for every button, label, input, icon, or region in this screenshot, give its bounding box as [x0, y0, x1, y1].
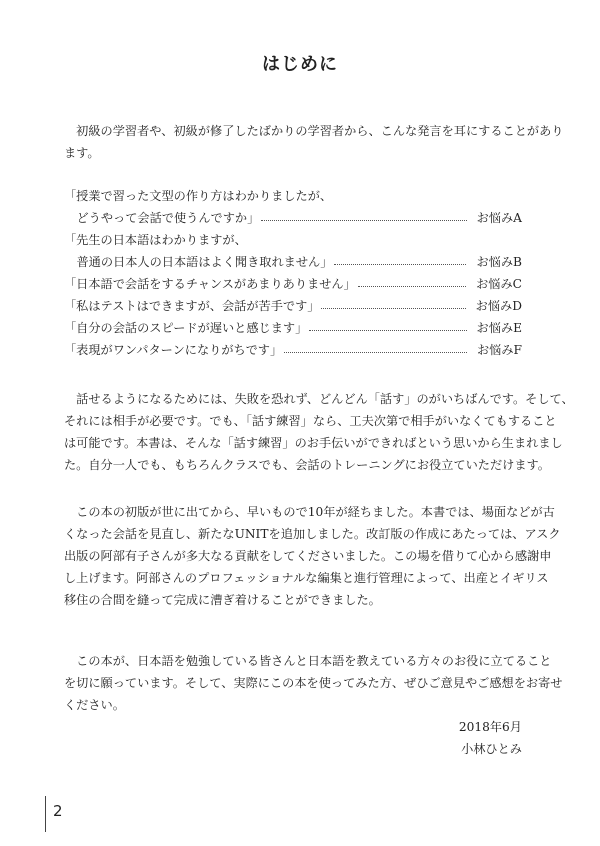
- intro-paragraph: [64, 120, 564, 164]
- text-line: 移住の合間を縫って完成に漕ぎ着けることができました。: [64, 593, 381, 607]
- worry-text: 「表現がワンパターンになりがちです」: [64, 343, 283, 357]
- text-line: ください。: [64, 698, 125, 712]
- dot-leader: [261, 207, 466, 221]
- worry-label: お悩みC: [476, 277, 522, 291]
- dot-leader: [284, 339, 467, 353]
- worry-label: お悩みD: [475, 299, 522, 313]
- worry-item-c: [64, 273, 522, 295]
- paragraph-2: [64, 388, 574, 476]
- dot-leader: [309, 317, 466, 331]
- worry-line: 「先生の日本語はわかりますが、: [64, 233, 247, 247]
- dot-leader: [358, 273, 466, 287]
- worry-text: 「私はテストはできますが、会話が苦手です」: [64, 299, 320, 313]
- worry-label: お悩みB: [476, 255, 522, 269]
- worry-item-d: [64, 295, 522, 317]
- worry-label: お悩みE: [476, 321, 522, 335]
- worry-item-e: [64, 317, 522, 339]
- text-line: 初級の学習者や、初級が修了したばかりの学習者から、こんな発言を耳にすることがあり: [64, 124, 564, 138]
- page-number: 2: [53, 802, 63, 820]
- worry-text: 普通の日本人の日本語はよく聞き取れません」: [76, 255, 333, 269]
- text-line: それには相手が必要です。でも、「話す練習」なら、工夫次第で相手がいなくてもすること: [64, 414, 557, 428]
- worries-list: [64, 185, 522, 361]
- text-line: 出版の阿部有子さんが多大なる貢献をしてくださいました。この場を借りて心から感謝申: [64, 549, 552, 563]
- worry-text: 「自分の会話のスピードが遅いと感じます」: [64, 321, 308, 335]
- paragraph-3: [64, 501, 561, 611]
- dot-leader: [321, 295, 465, 309]
- text-line: た。自分一人でも、もちろんクラスでも、会話のトレーニングにお役立ていただけます。: [64, 458, 550, 472]
- text-line: 話せるようになるためには、失敗を恐れず、どんどん「話す」のがいちばんです。そして、: [64, 392, 574, 406]
- worry-label: お悩みA: [476, 211, 522, 225]
- date: 2018年6月: [458, 720, 522, 734]
- text-line: くなった会話を見直し、新たなUNITを追加しました。改訂版の作成にあたっては、アスク: [64, 527, 561, 541]
- worry-item-a: [64, 207, 522, 229]
- text-line: し上げます。阿部さんのプロフェッショナルな編集と進行管理によって、出産とイギリス: [64, 571, 549, 585]
- worry-item-b: [64, 251, 522, 273]
- worry-line: 「授業で習った文型の作り方はわかりましたが、: [64, 189, 333, 203]
- dot-leader: [334, 251, 466, 265]
- worry-text: 「日本語で会話をするチャンスがあまりありません」: [64, 277, 356, 291]
- text-line: は可能です。本書は、そんな「話す練習」のお手伝いができればという思いから生まれまし: [64, 436, 563, 450]
- author-name: 小林ひとみ: [461, 742, 522, 756]
- paragraph-4: [64, 650, 563, 760]
- worry-text: どうやって会話で使うんですか」: [76, 211, 260, 225]
- text-line: この本の初版が世に出てから、早いもので10年が経ちました。本書では、場面などが古: [64, 505, 555, 519]
- worry-item-f: [64, 339, 522, 361]
- worry-label: お悩みF: [476, 343, 522, 357]
- text-line: この本が、日本語を勉強している皆さんと日本語を教えている方々のお役に立てること: [64, 654, 552, 668]
- page-number-rule: [45, 796, 46, 832]
- page-title: はじめに: [262, 54, 338, 75]
- text-line: ます。: [64, 146, 100, 160]
- text-line: を切に願っています。そして、実際にこの本を使ってみた方、ぜひご意見やご感想をお寄せ: [64, 676, 563, 690]
